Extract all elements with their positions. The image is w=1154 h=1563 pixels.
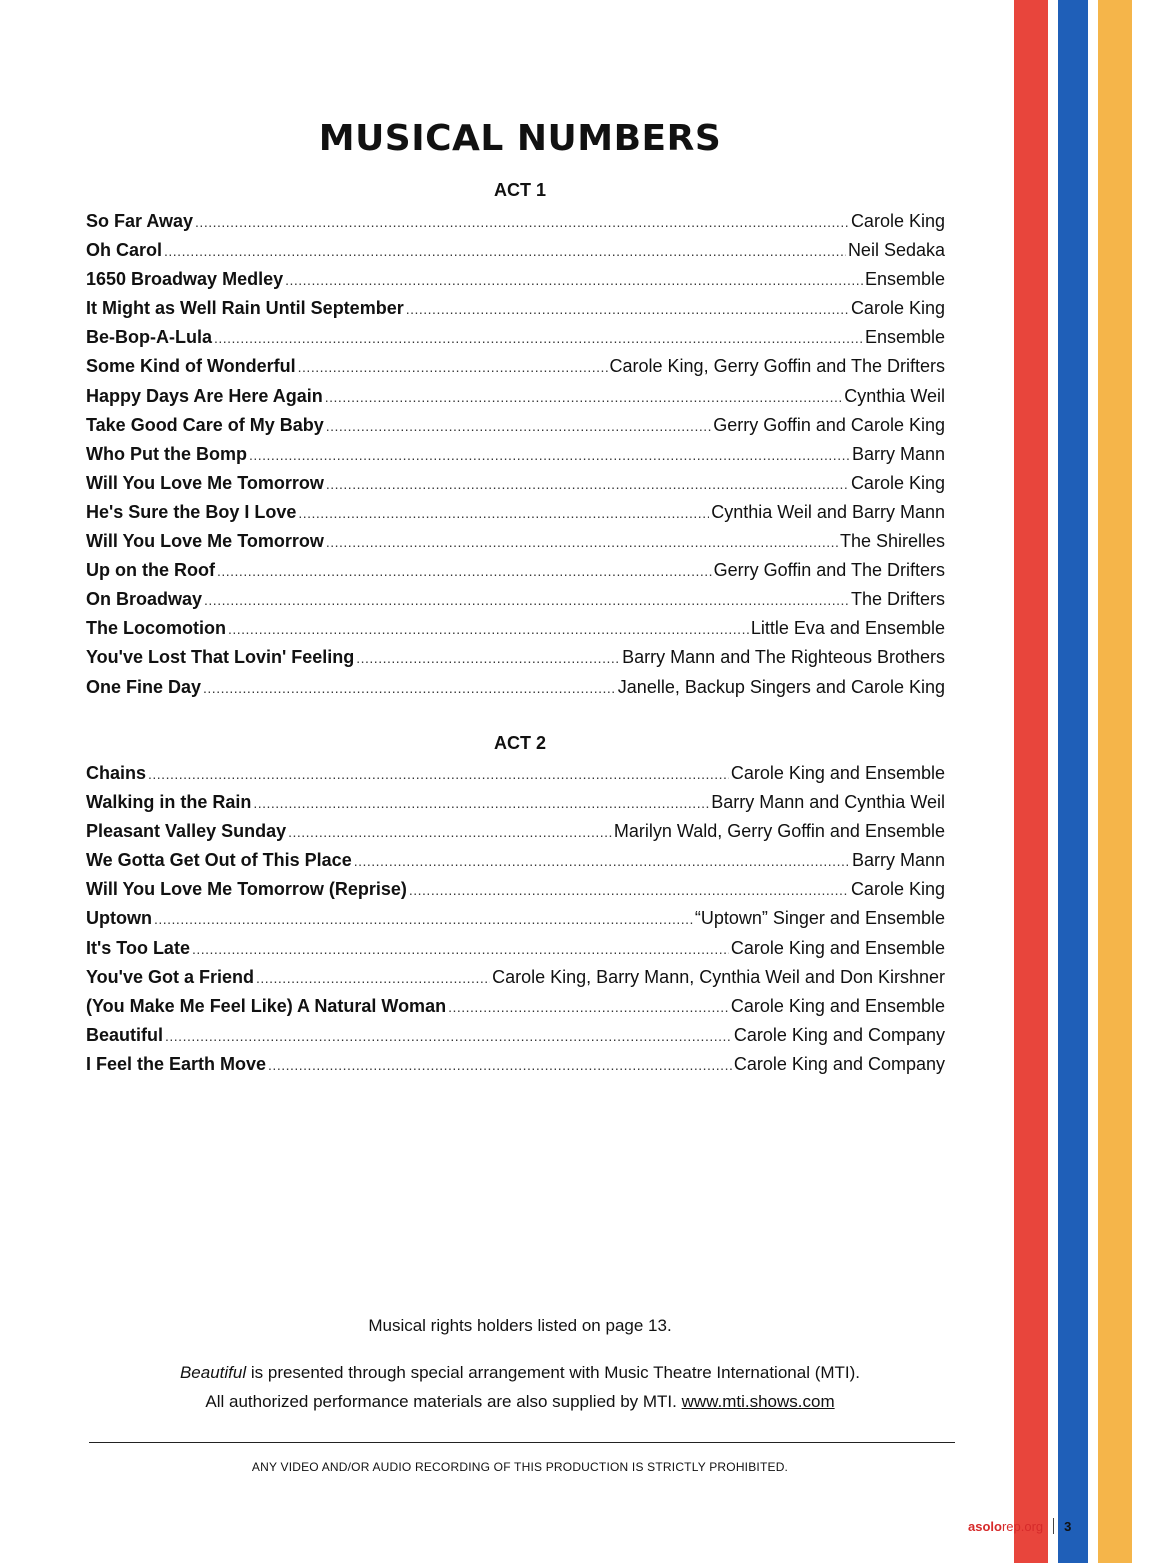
song-title: One Fine Day [86, 676, 202, 697]
song-row [86, 352, 945, 381]
dot-leader [354, 847, 850, 876]
website-url[interactable]: asolorep.org [968, 1518, 1044, 1534]
dot-leader [298, 353, 608, 382]
song-performer: Janelle, Backup Singers and Carole King [617, 676, 945, 697]
song-performer: Carole King [850, 211, 945, 231]
song-row [86, 1021, 945, 1050]
song-performer: Carole King and Ensemble [730, 763, 945, 783]
song-title: Some Kind of Wonderful [86, 356, 296, 377]
song-row [86, 440, 945, 469]
song-title: I Feel the Earth Move [86, 1053, 267, 1074]
song-row [86, 992, 945, 1021]
act-2-heading: ACT 2 [493, 733, 546, 753]
song-performer: Carole King and Company [733, 1053, 945, 1074]
show-title: Beautiful [179, 1363, 247, 1382]
dot-leader [356, 644, 620, 673]
recording-warning: ANY VIDEO AND/OR AUDIO RECORDING OF THIS PRODUCTION IS STRICTLY PROHIBITED. [251, 1460, 789, 1474]
song-row [86, 1050, 945, 1079]
song-title: It Might as Well Rain Until September [86, 298, 404, 319]
song-row [86, 527, 945, 556]
song-title: (You Make Me Feel Like) A Natural Woman [86, 995, 447, 1016]
dot-leader [288, 818, 612, 847]
song-performer: Carole King and Ensemble [730, 937, 945, 958]
song-performer: Gerry Goffin and Carole King [713, 414, 945, 435]
song-row [86, 817, 945, 846]
song-performer: The Shirelles [839, 531, 945, 552]
song-row [86, 875, 945, 904]
dot-leader [214, 324, 863, 353]
song-performer: Marilyn Wald, Gerry Goffin and Ensemble [613, 821, 945, 842]
song-title: We Gotta Get Out of This Place [86, 850, 352, 871]
song-title: He's Sure the Boy I Love [86, 501, 297, 522]
song-row [86, 236, 945, 265]
page-title: MUSICAL NUMBERS [318, 118, 722, 159]
song-row [86, 265, 945, 294]
song-row [86, 411, 945, 440]
song-title: Uptown [86, 908, 152, 929]
song-title: Take Good Care of My Baby [86, 414, 324, 435]
song-row [86, 294, 945, 323]
dot-leader [204, 586, 849, 615]
song-row [86, 382, 945, 411]
dot-leader [285, 266, 863, 295]
song-title: So Far Away [86, 211, 194, 231]
song-row [86, 904, 945, 933]
song-title: Will You Love Me Tomorrow [86, 472, 324, 493]
song-title: Beautiful [86, 1024, 164, 1045]
act-2-song-list [86, 759, 945, 1079]
dot-leader [256, 964, 490, 993]
song-performer: Carole King and Company [733, 1024, 945, 1045]
song-performer: The Drifters [850, 589, 945, 610]
materials-text: All authorized performance materials are also supplied by MTI. [205, 1392, 682, 1411]
song-title: On Broadway [86, 589, 203, 610]
song-performer: Ensemble [864, 327, 945, 348]
divider-rule [89, 1442, 955, 1443]
song-row [86, 759, 945, 788]
song-row [86, 614, 945, 643]
song-row [86, 207, 945, 236]
song-row [86, 585, 945, 614]
song-performer: Cynthia Weil [844, 385, 945, 406]
song-performer: Carole King, Barry Mann, Cynthia Weil and Don Kirshner [492, 966, 945, 987]
song-title: It's Too Late [86, 937, 190, 958]
song-performer: Carole King and Ensemble [730, 995, 945, 1016]
dot-leader [406, 295, 849, 324]
dot-leader [298, 499, 709, 528]
song-performer: Carole King [850, 298, 945, 319]
song-row [86, 323, 945, 352]
song-title: Oh Carol [86, 240, 163, 261]
song-title: Pleasant Valley Sunday [86, 821, 287, 842]
dot-leader [409, 876, 849, 905]
song-performer: Carole King [850, 879, 945, 900]
dot-leader [165, 1022, 732, 1051]
song-title: Happy Days Are Here Again [86, 385, 323, 406]
dot-leader [228, 615, 749, 644]
song-performer: Ensemble [864, 269, 945, 290]
song-row [86, 643, 945, 672]
song-row [86, 673, 945, 702]
page-number: 3 [1064, 1518, 1072, 1534]
song-row [86, 963, 945, 992]
song-performer: Barry Mann [851, 443, 945, 464]
dot-leader [326, 412, 711, 441]
dot-leader [148, 760, 729, 789]
materials-note [0, 1392, 1040, 1412]
song-title: 1650 Broadway Medley [86, 269, 284, 290]
song-title: Be-Bop-A-Lula [86, 327, 212, 348]
song-title: Up on the Roof [86, 560, 215, 581]
dot-leader [154, 905, 693, 934]
dot-leader [325, 383, 843, 412]
dot-leader [164, 237, 846, 266]
arrangement-note [0, 1363, 1040, 1383]
orange-stripe [1098, 0, 1132, 1563]
song-title: The Locomotion [86, 618, 226, 639]
song-row [86, 846, 945, 875]
dot-leader [253, 789, 709, 818]
song-title: You've Got a Friend [86, 966, 254, 987]
song-row [86, 556, 945, 585]
dot-leader [249, 441, 850, 470]
act-1-song-list [86, 207, 945, 702]
dot-leader [203, 674, 616, 703]
song-performer: Barry Mann and The Righteous Brothers [622, 647, 945, 668]
song-row [86, 498, 945, 527]
dot-leader [195, 208, 849, 237]
footer-separator [1053, 1518, 1054, 1534]
song-performer: Gerry Goffin and The Drifters [713, 560, 945, 581]
song-performer: Barry Mann [851, 850, 945, 871]
act-1-heading: ACT 1 [493, 180, 546, 200]
song-title: Who Put the Bomp [86, 443, 247, 464]
song-title: Will You Love Me Tomorrow (Reprise) [86, 879, 407, 900]
dot-leader [217, 557, 712, 586]
song-performer: Carole King, Gerry Goffin and The Drifters [609, 356, 945, 377]
blue-stripe [1058, 0, 1088, 1563]
song-performer: “Uptown” Singer and Ensemble [694, 908, 945, 929]
song-row [86, 934, 945, 963]
song-title: Will You Love Me Tomorrow [86, 531, 324, 552]
song-performer: Carole King [850, 472, 945, 493]
dot-leader [192, 935, 729, 964]
page-footer [968, 1518, 1071, 1534]
arrangement-text: is presented through special arrangement with Music Theatre International (MTI). [246, 1363, 861, 1382]
dot-leader [326, 470, 849, 499]
song-title: Chains [86, 763, 147, 783]
song-performer: Little Eva and Ensemble [750, 618, 945, 639]
song-performer: Cynthia Weil and Barry Mann [711, 501, 945, 522]
song-performer: Barry Mann and Cynthia Weil [711, 792, 945, 813]
dot-leader [268, 1051, 732, 1080]
rights-note: Musical rights holders listed on page 13. [368, 1316, 672, 1335]
song-performer: Neil Sedaka [847, 240, 945, 261]
dot-leader [448, 993, 729, 1022]
dot-leader [326, 528, 838, 557]
song-row [86, 788, 945, 817]
song-title: Walking in the Rain [86, 792, 252, 813]
song-row [86, 469, 945, 498]
mti-link[interactable]: www.mti.shows.com [681, 1392, 835, 1411]
song-title: You've Lost That Lovin' Feeling [86, 647, 355, 668]
